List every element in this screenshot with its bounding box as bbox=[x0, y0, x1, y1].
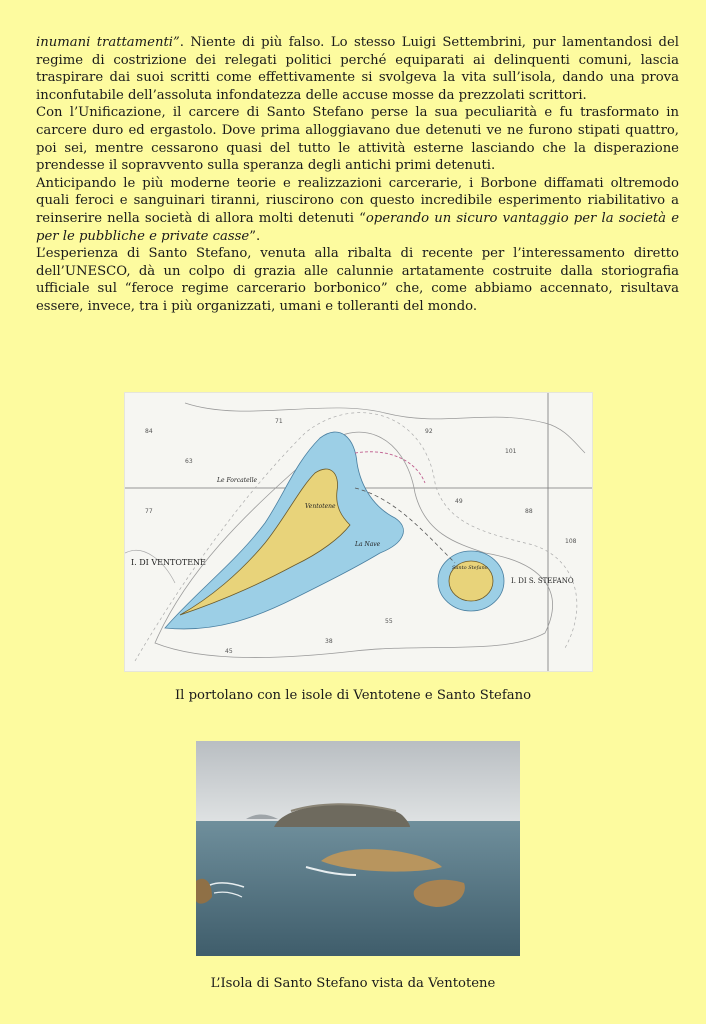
nautical-chart-drawing bbox=[125, 393, 592, 671]
svg-text:63: 63 bbox=[185, 458, 193, 465]
svg-text:45: 45 bbox=[225, 648, 233, 655]
map-label-santo-stefano: I. DI S. STEFANO bbox=[511, 577, 574, 585]
photo-caption: L’Isola di Santo Stefano vista da Ventotene bbox=[210, 976, 496, 991]
paragraph bbox=[36, 245, 679, 315]
santo-stefano-photo bbox=[196, 741, 520, 956]
svg-text:108: 108 bbox=[565, 538, 577, 545]
svg-text:77: 77 bbox=[145, 508, 153, 515]
text-run: ”. bbox=[249, 228, 261, 244]
nautical-chart-image bbox=[124, 392, 593, 672]
svg-text:92: 92 bbox=[425, 428, 433, 435]
svg-text:49: 49 bbox=[455, 498, 463, 505]
map-label-la-nave: La Nave bbox=[355, 541, 381, 548]
map-label-ventotene: I. DI VENTOTENE bbox=[131, 558, 206, 567]
paragraph bbox=[36, 175, 679, 245]
map-label-ventotene-town: Ventotene bbox=[305, 503, 336, 510]
text-run-italic: operando un sicuro vantaggio per la società e per le pubbliche e private casse bbox=[36, 210, 679, 244]
svg-text:55: 55 bbox=[385, 618, 393, 625]
santo-stefano-photo-drawing bbox=[196, 741, 520, 956]
svg-text:101: 101 bbox=[505, 448, 517, 455]
svg-text:84: 84 bbox=[145, 428, 153, 435]
paragraph bbox=[36, 104, 679, 174]
body-text bbox=[36, 34, 679, 316]
paragraph bbox=[36, 34, 679, 104]
text-run: Con l’Unificazione, il carcere di Santo Stefano perse la sua peculiarità e fu trasformato in carcere duro ed ergastolo. Dove prima alloggiavano due detenuti ve ne furono stipati quattro, poi sei, mentre cessarono quasi del tutto le attività esterne lasciando che la disperazione prendesse il sopravvento sulla speranza degli antichi primi detenuti. bbox=[36, 105, 679, 174]
map-caption: Il portolano con le isole di Ventotene e Santo Stefano bbox=[174, 688, 532, 703]
svg-text:88: 88 bbox=[525, 508, 533, 515]
map-label-le-forcatelle: Le Forcatelle bbox=[217, 477, 258, 484]
text-run: . Niente di più falso. Lo stesso Luigi Settembrini, pur lamentandosi del regime di costrizione dei relegati politici perché equiparati ai delinquenti comuni, lascia traspirare dai suoi scritti come effettivamente si svolgeva la vita sull’isola, dando una prova inconfutabile dell’assoluta infondatezza delle accuse mosse da prezzolati scrittori. bbox=[36, 35, 679, 103]
svg-text:38: 38 bbox=[325, 638, 333, 645]
map-label-santo-stefano-inner: Santo Stefano bbox=[452, 565, 488, 571]
text-run: L’esperienza di Santo Stefano, venuta alla ribalta di recente per l’interessamento diretto dell’UNESCO, dà un colpo di grazia alle calunnie artatamente costruite dalla storiografia ufficiale sul “feroce regime carcerario borbonico” che, come abbiamo accennato, risultava essere, invece, tra i più organizzati, umani e tolleranti del mondo. bbox=[36, 246, 679, 314]
text-run-italic: inumani trattamenti” bbox=[36, 35, 180, 50]
text-run: Anticipando le più moderne teorie e realizzazioni carcerarie, i Borbone diffamati oltremodo quali feroci e sanguinari tiranni, riuscirono con questo incredibile esperimento riabilitativo a reinserire nella società di allora molti detenuti “ bbox=[36, 175, 679, 226]
svg-text:71: 71 bbox=[275, 418, 283, 425]
